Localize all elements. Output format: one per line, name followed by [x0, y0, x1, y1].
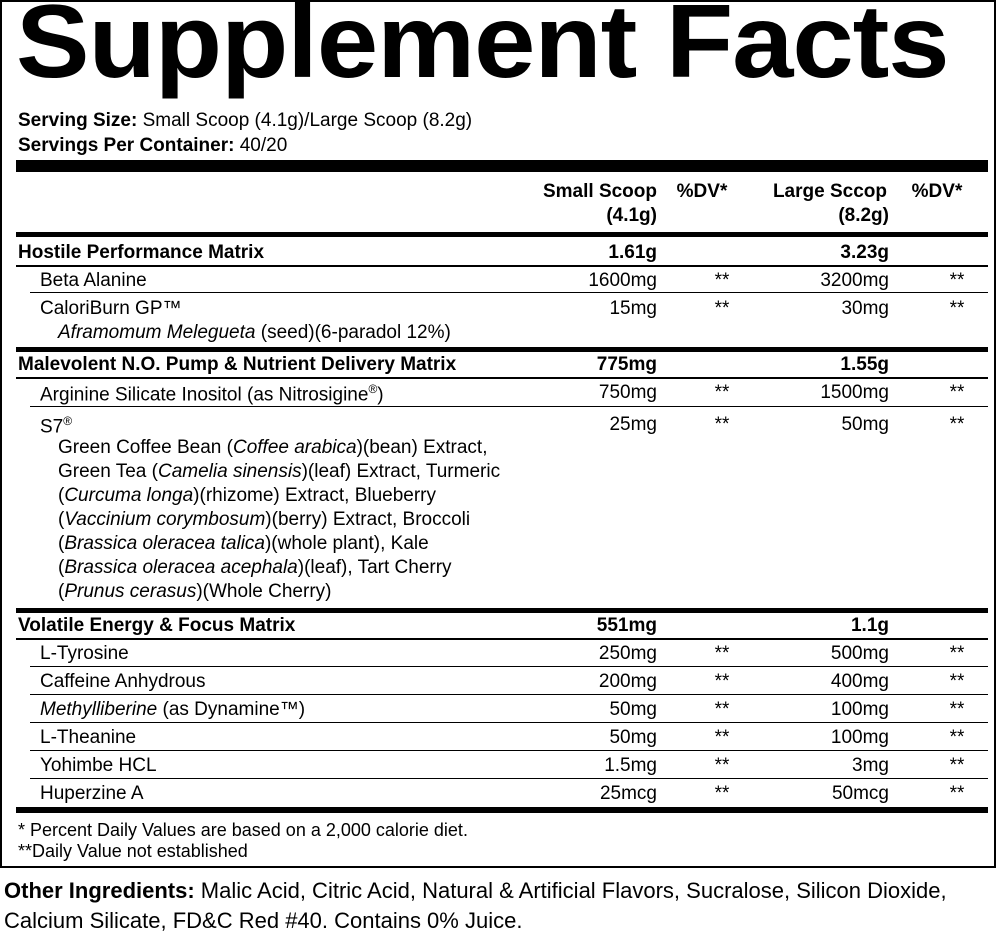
large-amount: 3mg — [852, 755, 889, 776]
small-amount: 250mg — [598, 643, 657, 664]
servings-per-container — [18, 136, 287, 155]
registered-mark: ® — [368, 382, 378, 396]
species: Vaccinium corymbosum — [64, 509, 266, 530]
col-large-scoop: Large Sccop — [772, 181, 887, 202]
row-divider — [30, 778, 988, 779]
large-amount: 1500mg — [820, 382, 889, 403]
large-amount: 100mg — [830, 727, 889, 748]
serving-size — [18, 111, 472, 130]
large-amount: 100mg — [830, 699, 889, 720]
ingredient-name: Beta Alanine — [40, 270, 147, 291]
ingredient-name — [40, 383, 384, 404]
small-amount: 50mg — [609, 699, 657, 720]
matrix-large-amount: 1.55g — [840, 354, 889, 375]
row-divider — [16, 265, 988, 267]
matrix-large-amount: 1.1g — [850, 615, 889, 636]
species: Coffee arabica — [232, 437, 357, 458]
list-line — [58, 508, 578, 532]
row-divider — [30, 406, 988, 407]
species: Camelia sinensis — [157, 461, 302, 482]
dv-small: ** — [714, 783, 730, 804]
other-ingredients-text: Malic Acid, Citric Acid, Natural & Artificial Flavors, Sucralose, Silicon Dioxide, Calcium Silicate, FD&C Red #40. Contains 0% Juice. — [4, 878, 947, 933]
text: )(leaf) Extract, Turmeric — [301, 461, 501, 482]
text: Green Tea ( — [58, 461, 158, 482]
species: Curcuma longa — [64, 485, 194, 506]
thick-divider — [16, 807, 988, 813]
medium-divider — [16, 608, 988, 613]
dv-large: ** — [949, 270, 965, 291]
ingredient-source — [58, 323, 451, 342]
text: ( — [58, 509, 65, 530]
servings-per-container-label: Servings Per Container: — [18, 135, 235, 156]
servings-per-container-value: 40/20 — [239, 135, 288, 156]
matrix-name: Malevolent N.O. Pump & Nutrient Delivery Matrix — [18, 354, 457, 375]
species: Prunus cerasus — [64, 581, 197, 602]
dv-large: ** — [949, 298, 965, 319]
matrix-name: Hostile Performance Matrix — [18, 242, 265, 263]
ingredient-name — [40, 415, 72, 436]
row-divider — [16, 638, 988, 640]
dv-small: ** — [714, 298, 730, 319]
large-amount: 3200mg — [820, 270, 889, 291]
col-dv-large: %DV* — [911, 181, 963, 202]
medium-divider — [16, 232, 988, 237]
ingredient-source-species: Aframomum Melegueta — [58, 322, 256, 343]
serving-size-label: Serving Size: — [18, 110, 138, 131]
col-small-scoop-weight: (4.1g) — [606, 205, 657, 226]
text: Green Coffee Bean ( — [58, 437, 233, 458]
footnote-dv: * Percent Daily Values are based on a 2,000 calorie diet. — [18, 820, 468, 840]
matrix-small-amount: 551mg — [596, 615, 657, 636]
list-line — [58, 484, 578, 508]
small-amount: 1.5mg — [604, 755, 657, 776]
dv-small: ** — [714, 382, 730, 403]
dv-small: ** — [714, 643, 730, 664]
s7-ingredient-list — [58, 436, 578, 604]
ingredient-source-detail: (seed)(6-paradol 12%) — [255, 322, 451, 343]
col-large-scoop-weight: (8.2g) — [838, 205, 889, 226]
footnote-not-established: **Daily Value not established — [18, 841, 248, 861]
dv-small: ** — [714, 270, 730, 291]
small-amount: 1600mg — [588, 270, 657, 291]
ingredient-name: L-Theanine — [40, 727, 137, 748]
other-ingredients-label: Other Ingredients: — [4, 878, 195, 903]
dv-large: ** — [949, 671, 965, 692]
dv-small: ** — [714, 755, 730, 776]
matrix-small-amount: 1.61g — [608, 242, 657, 263]
small-amount: 50mg — [609, 727, 657, 748]
list-line — [58, 556, 578, 580]
dv-small: ** — [714, 699, 730, 720]
ingredient-name: L-Tyrosine — [40, 643, 129, 664]
ingredient-name: Caffeine Anhydrous — [40, 671, 206, 692]
ingredient-name-close: ) — [377, 384, 384, 406]
thick-divider — [16, 160, 988, 172]
ingredient-name-text: S7 — [40, 416, 64, 438]
dv-small: ** — [714, 727, 730, 748]
text: )(berry) Extract, Broccoli — [265, 509, 471, 530]
ingredient-name: Huperzine A — [40, 783, 144, 804]
row-divider — [16, 377, 988, 379]
text: )(rhizome) Extract, Blueberry — [193, 485, 437, 506]
dv-large: ** — [949, 727, 965, 748]
species: Brassica oleracea acephala — [64, 557, 298, 578]
large-amount: 50mcg — [831, 783, 889, 804]
text: )(Whole Cherry) — [196, 581, 332, 602]
large-amount: 400mg — [830, 671, 889, 692]
text: )(leaf), Tart Cherry — [297, 557, 452, 578]
dv-large: ** — [949, 643, 965, 664]
matrix-small-amount: 775mg — [596, 354, 657, 375]
text: ( — [58, 581, 65, 602]
small-amount: 25mcg — [599, 783, 657, 804]
dv-large: ** — [949, 755, 965, 776]
text: )(bean) Extract, — [356, 437, 488, 458]
dv-small: ** — [714, 414, 730, 435]
matrix-name: Volatile Energy & Focus Matrix — [18, 615, 296, 636]
dv-large: ** — [949, 783, 965, 804]
text: ( — [58, 533, 65, 554]
ingredient-name: Yohimbe HCL — [40, 755, 157, 776]
dv-small: ** — [714, 671, 730, 692]
row-divider — [30, 722, 988, 723]
col-dv-small: %DV* — [676, 181, 728, 202]
ingredient-name-text: Arginine Silicate Inositol (as Nitrosigine — [40, 384, 369, 406]
dv-large: ** — [949, 382, 965, 403]
text: )(whole plant), Kale — [264, 533, 429, 554]
page-title: Supplement Facts — [16, 0, 949, 100]
list-line — [58, 460, 578, 484]
large-amount: 50mg — [841, 414, 889, 435]
ingredient-name: CaloriBurn GP™ — [40, 298, 182, 319]
text: ( — [58, 557, 65, 578]
ingredient-name-italic: Methylliberine — [40, 699, 158, 720]
row-divider — [30, 694, 988, 695]
ingredient-name-rest: (as Dynamine™) — [157, 699, 306, 720]
row-divider — [30, 666, 988, 667]
other-ingredients — [4, 876, 994, 936]
large-amount: 30mg — [841, 298, 889, 319]
medium-divider — [16, 347, 988, 352]
small-amount: 15mg — [609, 298, 657, 319]
small-amount: 25mg — [609, 414, 657, 435]
large-amount: 500mg — [830, 643, 889, 664]
list-line — [58, 436, 578, 460]
matrix-large-amount: 3.23g — [840, 242, 889, 263]
serving-size-value: Small Scoop (4.1g)/Large Scoop (8.2g) — [142, 110, 473, 131]
row-divider — [30, 750, 988, 751]
text: ( — [58, 485, 65, 506]
list-line — [58, 532, 578, 556]
registered-mark: ® — [63, 414, 73, 428]
col-small-scoop: Small Scoop — [542, 181, 657, 202]
species: Brassica oleracea talica — [64, 533, 265, 554]
row-divider — [30, 292, 988, 293]
dv-large: ** — [949, 414, 965, 435]
list-line — [58, 580, 578, 604]
small-amount: 200mg — [598, 671, 657, 692]
dv-large: ** — [949, 699, 965, 720]
ingredient-name — [40, 700, 305, 719]
small-amount: 750mg — [598, 382, 657, 403]
